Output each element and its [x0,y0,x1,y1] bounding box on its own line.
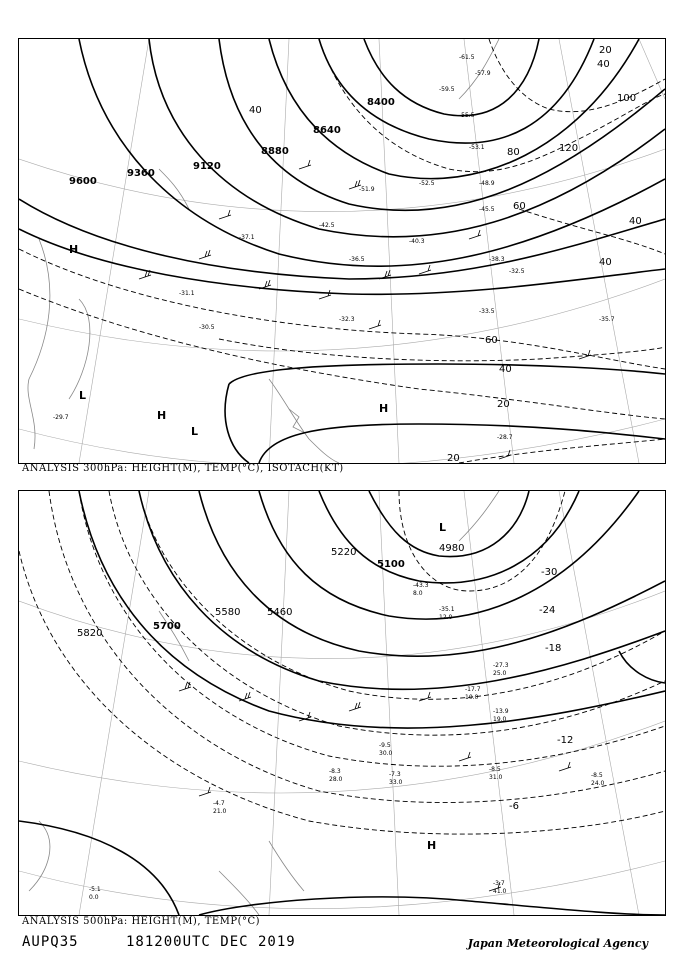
temp-label: -52.5 [419,180,435,187]
map-500hpa [18,490,666,916]
temp-label: -38.3 [489,256,505,263]
temp-label: -53.1 [469,144,485,151]
wind-barbs-500 [179,682,574,891]
temp-label: -59.5 [439,86,455,93]
isotach-label: 100 [617,93,637,104]
map-300hpa [18,38,666,464]
temp-label: -33.5 [479,308,495,315]
temp-label: -48.9 [479,180,495,187]
map-500hpa-canvas [19,491,665,915]
isotach-label: 80 [507,147,520,158]
temp-label: -55.5 [459,112,475,119]
height-label-8880: 8880 [261,146,289,157]
graticule-300 [19,39,665,463]
isotherm-label: -30 [541,567,558,578]
height-label-5820: 5820 [77,628,103,639]
height-label-8400: 8400 [367,97,395,108]
station-wind: 12.0 [439,614,453,621]
isotach-label: 120 [559,143,579,154]
low-center: L [79,389,87,402]
temp-label: -45.5 [479,206,495,213]
isotherm-label: -12 [557,735,574,746]
station-wind: 10.0 [465,694,479,701]
height-label-9360: 9360 [127,168,155,179]
station-wind: 33.0 [389,779,403,786]
isotherm-label: -18 [545,643,562,654]
caption-300hpa: ANALYSIS 300hPa: HEIGHT(M), TEMP(°C), ISOTACH(KT) [22,463,344,474]
station-temp: -8.3 [329,768,341,775]
station-temp: -7.3 [389,771,401,778]
height-label-5700: 5700 [153,621,181,632]
height-label-5460: 5460 [267,607,293,618]
isotach-label: 20 [599,45,612,56]
station-wind: 21.0 [213,808,227,815]
station-wind: 24.0 [591,780,605,787]
station-temp: -13.9 [493,708,509,715]
chart-code: AUPQ35 [22,934,79,950]
isotach-label: 40 [499,364,512,375]
station-temp: -35.1 [439,606,455,613]
station-temp: -17.7 [465,686,481,693]
station-wind: 30.0 [379,750,393,757]
station-temp: -27.3 [493,662,509,669]
temp-label: -30.5 [199,324,215,331]
isotherms-300 [19,39,665,463]
station-temp: -9.5 [379,742,391,749]
isotach-label: 20 [497,399,510,410]
station-temp: -43.3 [413,582,429,589]
temp-label: -31.1 [179,290,195,297]
temp-label: -42.5 [319,222,335,229]
coastline-300 [28,39,499,463]
high-center: H [157,409,167,422]
temp-label: -35.7 [599,316,615,323]
high-center: H [69,243,79,256]
isotach-label: 40 [597,59,610,70]
station-temp: -3.7 [493,880,505,887]
station-temp: -8.5 [591,772,603,779]
high-center: H [427,839,437,852]
isotach-label: 60 [513,201,526,212]
temp-label: -29.7 [53,414,69,421]
station-wind: 8.0 [413,590,423,597]
temp-label: -57.9 [475,70,491,77]
height-label-9600: 9600 [69,176,97,187]
isotach-label: 20 [447,453,460,463]
station-wind: 25.0 [493,670,507,677]
low-center: L [439,521,447,534]
temp-label: -37.1 [239,234,255,241]
temp-label: -32.3 [339,316,355,323]
isotach-label: 40 [629,216,642,227]
agency-name: Japan Meteorological Agency [467,937,648,950]
height-label-4980: 4980 [439,543,465,554]
map-300hpa-canvas [19,39,665,463]
temp-label: -36.5 [349,256,365,263]
station-wind: 0.0 [89,894,99,901]
height-label-5580: 5580 [215,607,241,618]
temp-label: -61.5 [459,54,475,61]
height-label-9120: 9120 [193,161,221,172]
height-label-5100: 5100 [377,559,405,570]
caption-500hpa: ANALYSIS 500hPa: HEIGHT(M), TEMP(°C) [22,916,261,927]
height-contours-300 [19,39,665,463]
isotach-label: 40 [599,257,612,268]
valid-time: 181200UTC DEC 2019 [126,934,296,950]
isotherm-label: -6 [509,801,519,812]
temp-label: -28.7 [497,434,513,441]
temp-label: -51.9 [359,186,375,193]
station-temp: -5.1 [89,886,101,893]
isotherm-label: -24 [539,605,556,616]
station-temp: -4.7 [213,800,225,807]
station-temp: -8.5 [489,766,501,773]
height-label-5220: 5220 [331,547,357,558]
station-wind: 31.0 [489,774,503,781]
station-wind: 19.0 [493,716,507,723]
station-wind: 28.0 [329,776,343,783]
station-wind: 41.0 [493,888,507,895]
isotach-label: 40 [249,105,262,116]
temp-label: -40.3 [409,238,425,245]
high-center: H [379,402,389,415]
height-label-8640: 8640 [313,125,341,136]
temp-label: -32.5 [509,268,525,275]
isotach-label: 60 [485,335,498,346]
low-center: L [191,425,199,438]
